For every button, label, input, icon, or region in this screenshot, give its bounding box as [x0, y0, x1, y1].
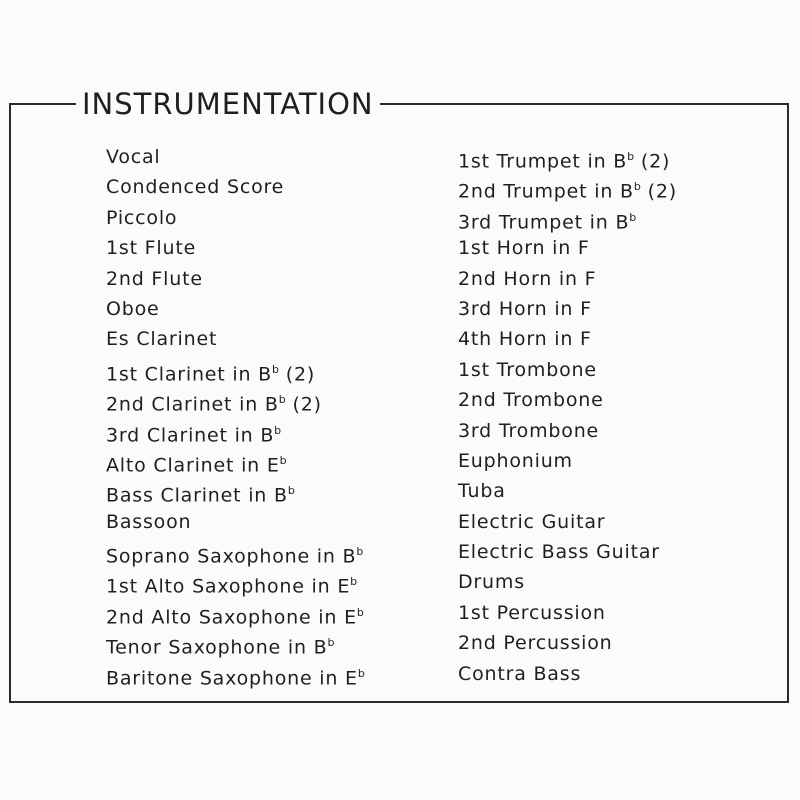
instrument-name: 1st Clarinet in B — [106, 363, 272, 386]
instrument-name: 2nd Trombone — [458, 389, 604, 412]
instrument-name: Es Clarinet — [106, 328, 218, 351]
instrument-item — [458, 628, 677, 658]
instrument-name: Alto Clarinet in E — [106, 454, 280, 477]
instrument-item — [458, 416, 677, 446]
instrument-item — [106, 264, 365, 294]
flat-sign: b — [350, 575, 358, 589]
part-count: (2) — [640, 180, 677, 203]
instrument-name: Condenced Score — [106, 176, 285, 199]
flat-sign: b — [274, 423, 282, 437]
instrument-item — [458, 142, 677, 172]
instrument-item — [458, 446, 677, 476]
flat-sign: b — [327, 636, 335, 650]
instrument-name: Tenor Saxophone in B — [106, 636, 328, 659]
instrument-name: 1st Alto Saxophone in E — [106, 575, 351, 598]
instrument-name: 2nd Alto Saxophone in E — [106, 606, 357, 629]
instrument-item — [458, 233, 677, 263]
instrument-name: Contra Bass — [458, 662, 582, 685]
instrument-item — [106, 172, 365, 202]
instrument-item — [458, 294, 677, 324]
instrument-item — [458, 598, 677, 628]
instrument-item — [458, 507, 677, 537]
instrument-name: 2nd Trumpet in B — [458, 180, 634, 203]
instrument-item — [106, 567, 365, 597]
instrument-item — [458, 385, 677, 415]
instrument-name: 1st Percussion — [458, 601, 606, 624]
instrument-name: Drums — [458, 571, 525, 594]
instrument-name: 2nd Horn in F — [458, 267, 597, 290]
instrument-name: 1st Trumpet in B — [458, 150, 628, 173]
instrument-item — [106, 446, 365, 476]
flat-sign: b — [627, 150, 635, 163]
instrument-name: 3rd Horn in F — [458, 297, 592, 320]
instrument-item — [458, 355, 677, 385]
flat-sign: b — [356, 605, 364, 619]
instrument-item — [458, 172, 677, 202]
instrument-list-left — [106, 142, 365, 689]
instrument-name: Bass Clarinet in B — [106, 484, 288, 507]
instrument-name: Vocal — [106, 146, 161, 168]
instrument-name: 1st Trombone — [458, 358, 597, 381]
instrumentation-title: INSTRUMENTATION — [76, 86, 380, 122]
instrument-item — [106, 203, 365, 233]
flat-sign: b — [279, 453, 287, 467]
instrument-item — [106, 476, 365, 506]
instrument-name: 3rd Trumpet in B — [458, 211, 630, 234]
instrument-item — [106, 507, 365, 537]
instrument-item — [106, 294, 365, 324]
instrument-name: 2nd Flute — [106, 267, 203, 290]
instrument-item — [106, 598, 365, 628]
instrument-item — [106, 385, 365, 415]
part-count: (2) — [278, 363, 316, 386]
instrument-name: Bassoon — [106, 510, 192, 533]
instrument-item — [458, 567, 677, 597]
instrument-item — [106, 416, 365, 446]
instrument-item — [458, 324, 677, 354]
instrument-item — [458, 264, 677, 294]
instrument-item — [458, 476, 677, 506]
instrument-item — [106, 233, 365, 263]
instrument-name: Soprano Saxophone in B — [106, 545, 357, 568]
instrument-name: 4th Horn in F — [458, 328, 592, 351]
part-count: (2) — [634, 150, 671, 173]
part-count: (2) — [285, 393, 322, 416]
instrument-name: 1st Flute — [106, 237, 197, 260]
instrument-name: Electric Guitar — [458, 510, 606, 533]
flat-sign: b — [633, 180, 641, 194]
instrument-item — [458, 537, 677, 567]
flat-sign: b — [629, 210, 637, 224]
instrument-name: Tuba — [458, 480, 506, 503]
instrument-name: 3rd Trombone — [458, 419, 600, 442]
instrument-name: Electric Bass Guitar — [458, 541, 660, 564]
instrument-item — [106, 142, 365, 172]
instrument-name: 1st Horn in F — [458, 237, 590, 260]
flat-sign: b — [287, 484, 295, 498]
flat-sign: b — [278, 393, 286, 407]
instrument-name: 3rd Clarinet in B — [106, 423, 275, 446]
flat-sign: b — [271, 362, 279, 376]
instrument-item — [458, 659, 677, 689]
instrument-item — [106, 355, 365, 385]
instrument-list-right — [458, 142, 677, 689]
instrument-name: Piccolo — [106, 206, 178, 229]
flat-sign: b — [356, 545, 364, 559]
instrument-name: Oboe — [106, 297, 160, 320]
instrument-name: 2nd Clarinet in B — [106, 393, 279, 416]
flat-sign: b — [357, 666, 365, 680]
instrument-item — [106, 628, 365, 658]
instrument-item — [106, 537, 365, 567]
instrument-item — [106, 659, 365, 689]
instrument-name: Baritone Saxophone in E — [106, 666, 358, 689]
instrument-name: Euphonium — [458, 449, 573, 472]
instrument-name: 2nd Percussion — [458, 632, 613, 655]
instrument-item — [458, 203, 677, 233]
instrument-item — [106, 324, 365, 354]
